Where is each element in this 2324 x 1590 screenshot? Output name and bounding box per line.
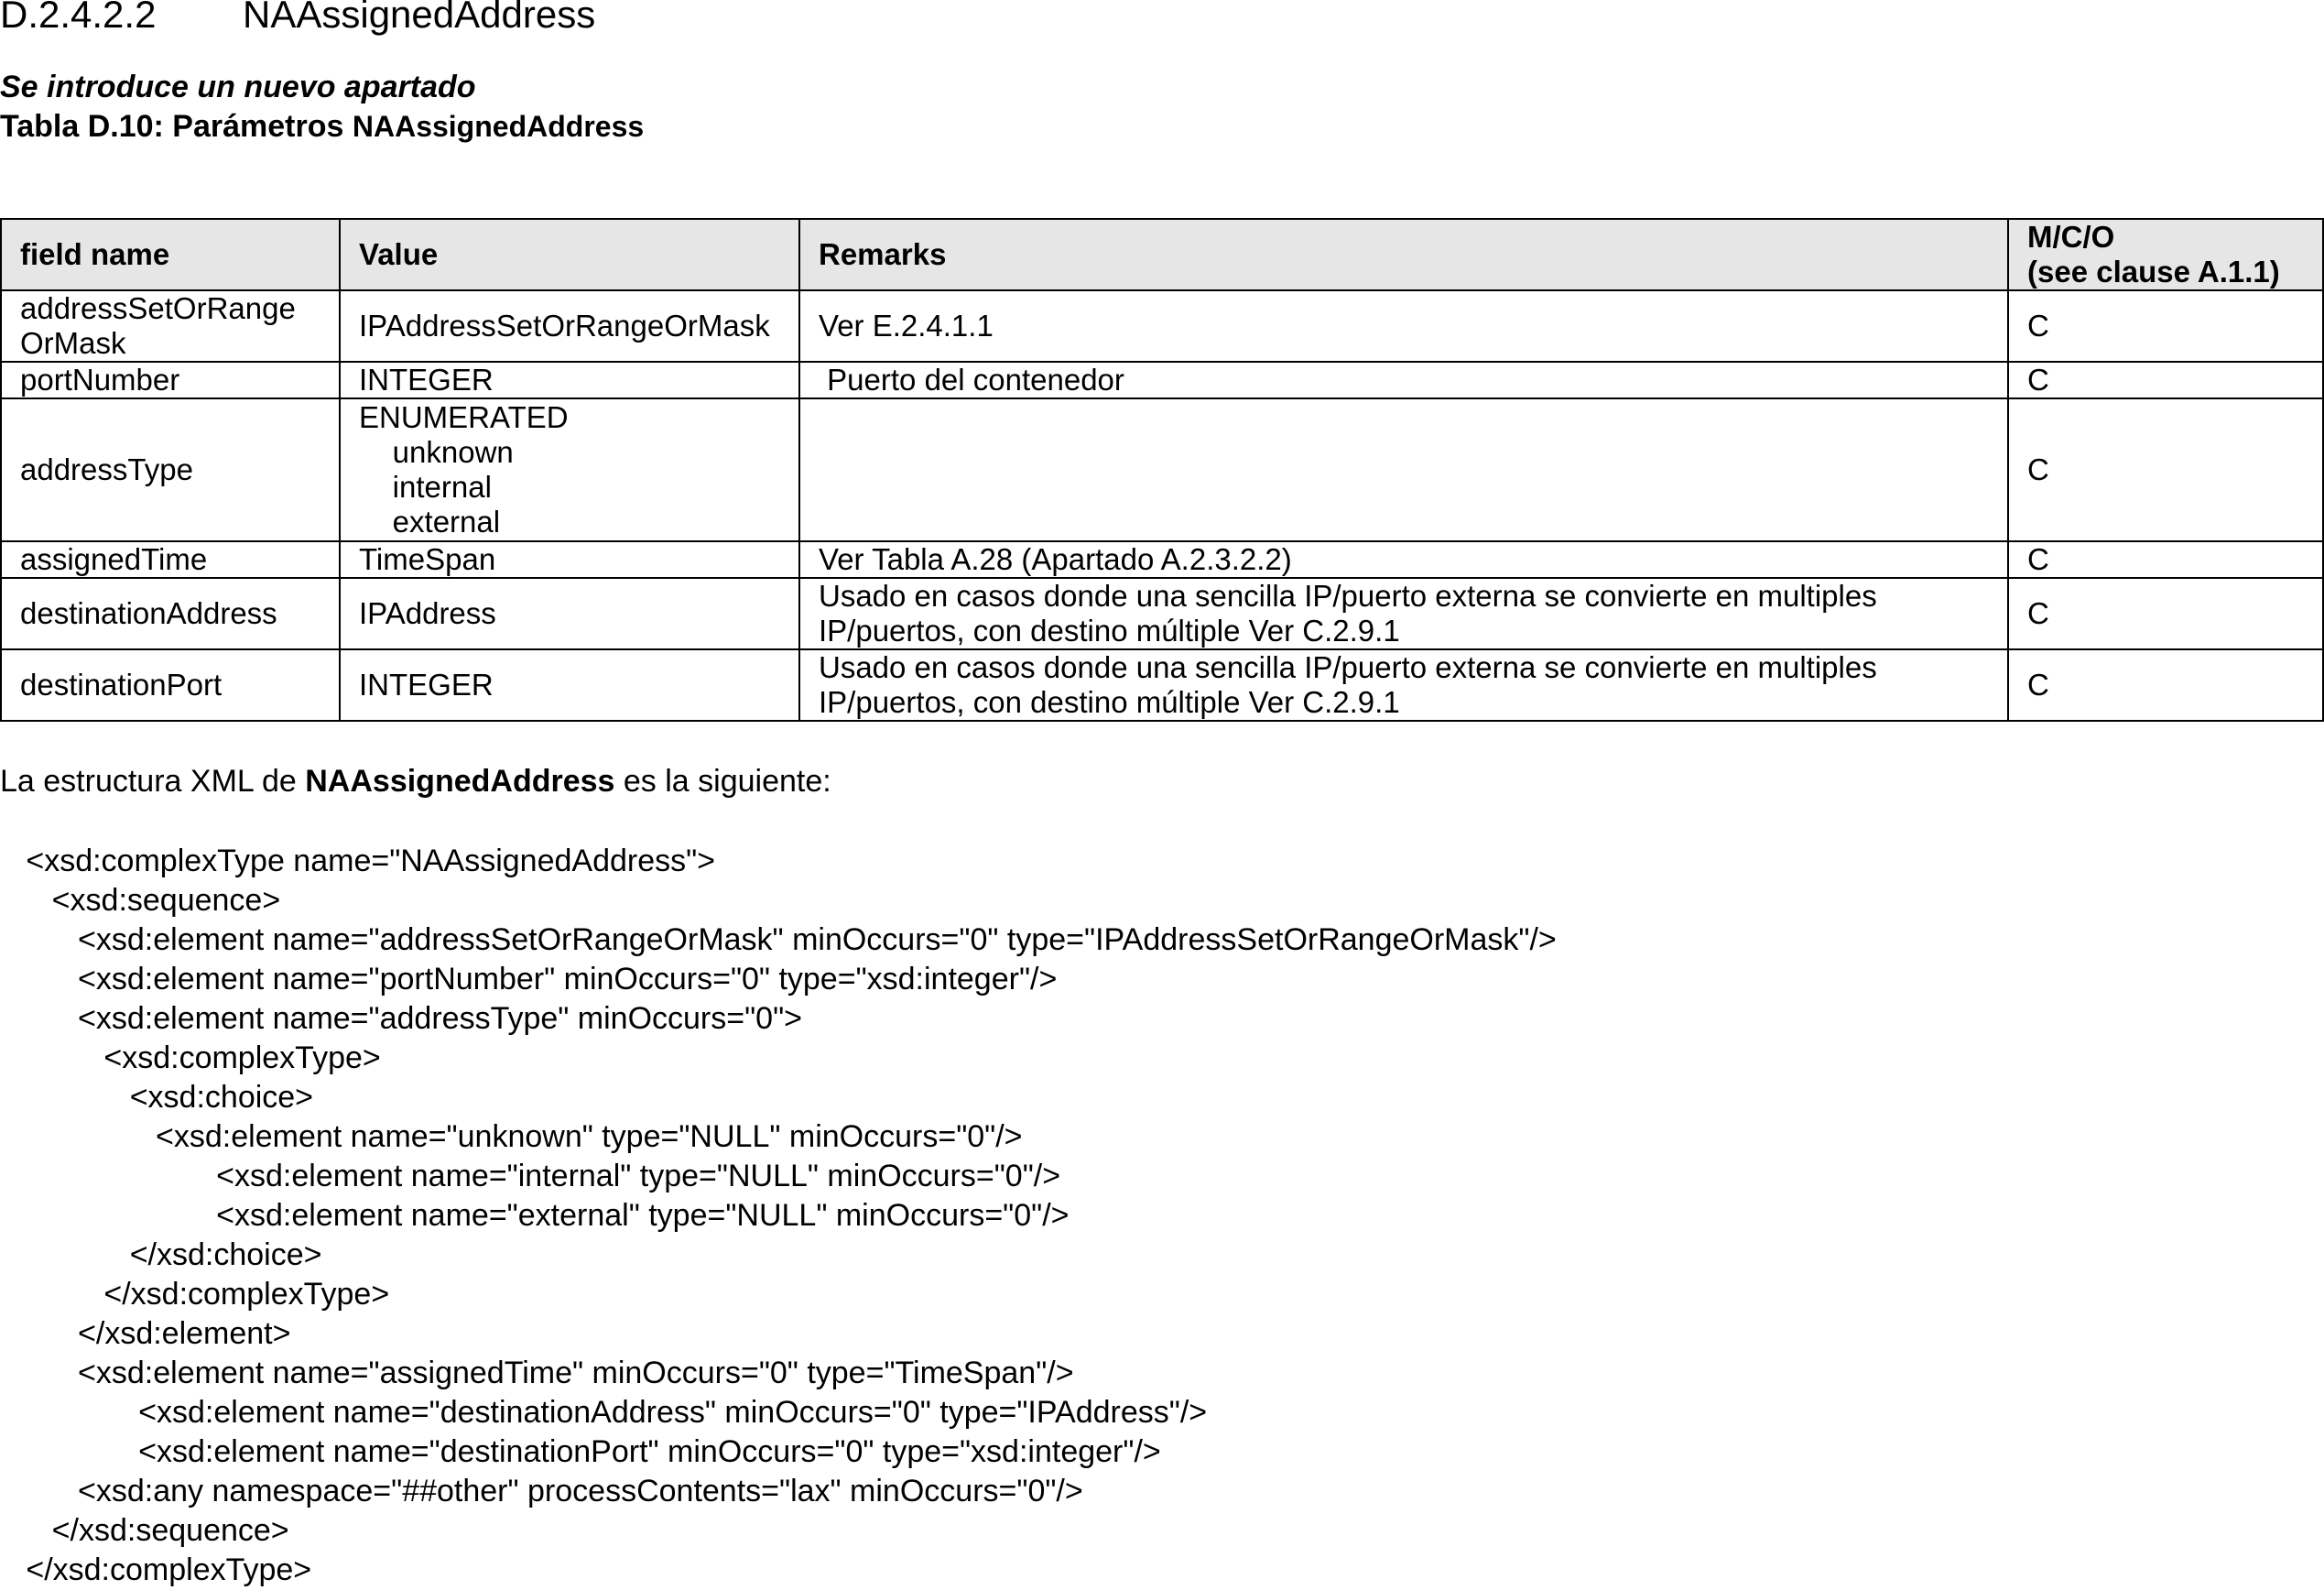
table-row <box>1 541 2323 578</box>
xml-line: <xsd:element name="destinationPort" minOccurs="0" type="xsd:integer"/> <box>0 1434 1161 1469</box>
cell-remarks <box>799 398 2008 541</box>
cell-value: TimeSpan <box>340 541 799 578</box>
xml-line: <xsd:any namespace="##other" processContents="lax" minOccurs="0"/> <box>0 1474 1083 1508</box>
xml-line: </xsd:sequence> <box>0 1513 289 1548</box>
table-row <box>1 290 2323 362</box>
header-mco <box>2008 219 2323 290</box>
xml-line: <xsd:choice> <box>0 1080 314 1115</box>
section-title: NAAssignedAddress <box>243 0 596 36</box>
header-value: Value <box>340 219 799 290</box>
cell-mco: C <box>2008 290 2323 362</box>
cell-value: IPAddress <box>340 578 799 649</box>
cell-mco: C <box>2008 398 2323 541</box>
table-row <box>1 362 2323 398</box>
intro-note: Se introduce un nuevo apartado <box>0 70 476 104</box>
parameters-table <box>0 218 2324 722</box>
cell-remarks: Ver E.2.4.1.1 <box>799 290 2008 362</box>
table-row <box>1 398 2323 541</box>
cell-field: destinationAddress <box>1 578 340 649</box>
xml-line: <xsd:element name="addressType" minOccurs="0"> <box>0 1001 803 1036</box>
xml-line: <xsd:element name="unknown" type="NULL" minOccurs="0"/> <box>0 1119 1023 1154</box>
cell-field: portNumber <box>1 362 340 398</box>
cell-field: addressType <box>1 398 340 541</box>
cell-field: addressSetOrRange OrMask <box>1 290 340 362</box>
header-remarks: Remarks <box>799 219 2008 290</box>
cell-remarks: Usado en casos donde una sencilla IP/puerto externa se convierte en multiples IP/puertos, con destino múltiple Ver C.2.9.1 <box>799 578 2008 649</box>
cell-value: IPAddressSetOrRangeOrMask <box>340 290 799 362</box>
header-field-name: field name <box>1 219 340 290</box>
cell-mco: C <box>2008 649 2323 721</box>
cell-remarks: Ver Tabla A.28 (Apartado A.2.3.2.2) <box>799 541 2008 578</box>
cell-mco: C <box>2008 578 2323 649</box>
table-header-row <box>1 219 2323 290</box>
cell-value: INTEGER <box>340 362 799 398</box>
table-caption-prefix: Tabla D.10: Parámetros <box>0 109 353 144</box>
xml-intro-sentence <box>0 764 831 800</box>
xml-line: <xsd:complexType> <box>0 1040 381 1075</box>
xml-line: <xsd:element name="destinationAddress" minOccurs="0" type="IPAddress"/> <box>0 1395 1208 1430</box>
cell-field: assignedTime <box>1 541 340 578</box>
section-heading <box>0 0 595 37</box>
table-caption <box>0 109 644 145</box>
header-mco-line1: M/C/O <box>2027 220 2115 254</box>
cell-field: destinationPort <box>1 649 340 721</box>
xml-line: </xsd:complexType> <box>0 1552 312 1587</box>
xml-line: <xsd:element name="addressSetOrRangeOrMask" minOccurs="0" type="IPAddressSetOrRangeOrMask"/> <box>0 922 1557 957</box>
sentence-before: La estructura XML de <box>0 764 306 799</box>
xml-line: <xsd:element name="internal" type="NULL" minOccurs="0"/> <box>0 1159 1061 1193</box>
cell-mco: C <box>2008 362 2323 398</box>
xml-line: <xsd:complexType name="NAAssignedAddress"> <box>0 844 716 878</box>
header-mco-line2: (see clause A.1.1) <box>2027 255 2280 289</box>
cell-remarks: Usado en casos donde una sencilla IP/puerto externa se convierte en multiples IP/puertos, con destino múltiple Ver C.2.9.1 <box>799 649 2008 721</box>
xml-line: <xsd:element name="external" type="NULL" minOccurs="0"/> <box>0 1198 1070 1233</box>
table-row <box>1 649 2323 721</box>
table-row <box>1 578 2323 649</box>
cell-value: ENUMERATED unknown internal external <box>340 398 799 541</box>
cell-value: INTEGER <box>340 649 799 721</box>
xml-line: <xsd:element name="portNumber" minOccurs="0" type="xsd:integer"/> <box>0 962 1058 996</box>
section-number: D.2.4.2.2 <box>0 0 157 36</box>
xml-line: <xsd:sequence> <box>0 883 281 918</box>
table-caption-name: NAAssignedAddress <box>352 110 645 143</box>
xml-line: </xsd:complexType> <box>0 1277 390 1312</box>
cell-mco: C <box>2008 541 2323 578</box>
cell-remarks: Puerto del contenedor <box>799 362 2008 398</box>
xml-schema-block <box>0 842 1557 1590</box>
xml-line: <xsd:element name="assignedTime" minOccurs="0" type="TimeSpan"/> <box>0 1356 1074 1390</box>
sentence-type-name: NAAssignedAddress <box>305 764 615 799</box>
sentence-after: es la siguiente: <box>614 764 831 799</box>
xml-line: </xsd:element> <box>0 1316 291 1351</box>
xml-line: </xsd:choice> <box>0 1237 322 1272</box>
